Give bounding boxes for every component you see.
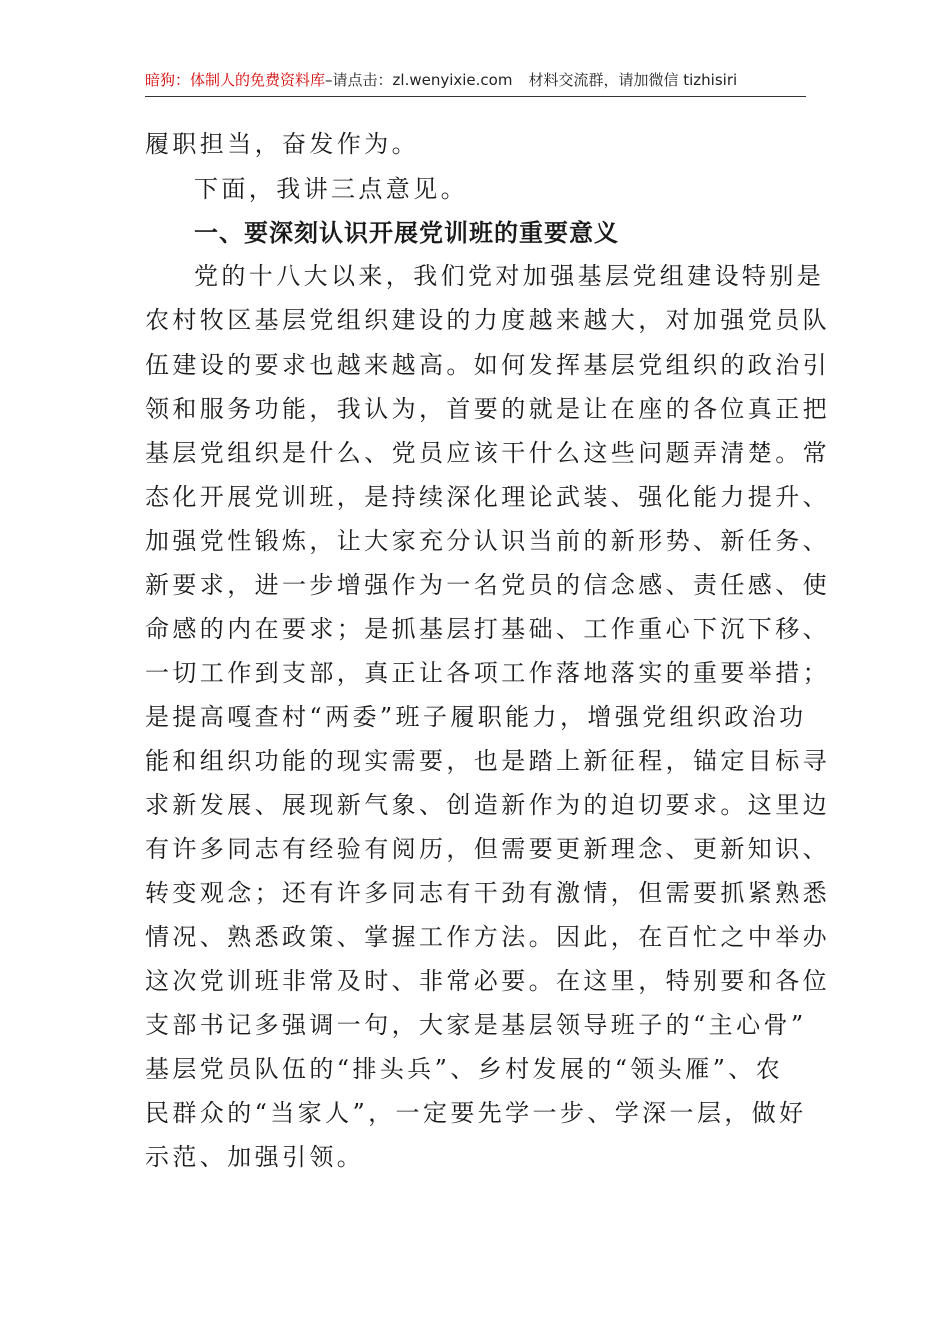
paragraph-line: 求新发展、展现新气象、创造新作为的迫切要求。这里边 xyxy=(145,791,830,819)
header-wechat-note: 材料交流群，请加微信 tizhisiri xyxy=(528,71,738,89)
paragraph-line: 态化开展党训班，是持续深化理论武装、强化能力提升、 xyxy=(145,483,830,511)
paragraph-line: 下面，我讲三点意见。 xyxy=(194,175,468,203)
paragraph-line: 情况、熟悉政策、掌握工作方法。因此，在百忙之中举办 xyxy=(145,923,830,951)
paragraph-line: 这次党训班非常及时、非常必要。在这里，特别要和各位 xyxy=(145,967,830,995)
paragraph-line: 民群众的“当家人”，一定要先学一步、学深一层，做好 xyxy=(145,1099,807,1127)
section-heading: 一、要深刻认识开展党训班的重要意义 xyxy=(194,219,619,247)
paragraph-line: 是提高嘎查村“两委”班子履职能力，增强党组织政治功 xyxy=(145,703,807,731)
paragraph-line: 领和服务功能，我认为，首要的就是让在座的各位真正把 xyxy=(145,395,830,423)
paragraph-line: 党的十八大以来，我们党对加强基层党组建设特别是 xyxy=(194,262,825,290)
paragraph-line: 新要求，进一步增强作为一名党员的信念感、责任感、使 xyxy=(145,571,830,599)
paragraph-line: 履职担当，奋发作为。 xyxy=(145,130,419,158)
paragraph-line: 加强党性锻炼，让大家充分认识当前的新形势、新任务、 xyxy=(145,527,830,555)
page-header xyxy=(145,66,806,97)
paragraph-line: 能和组织功能的现实需要，也是踏上新征程，锚定目标寻 xyxy=(145,747,830,775)
header-site-name: 暗狗：体制人的免费资料库 xyxy=(145,71,326,89)
paragraph-line: 伍建设的要求也越来越高。如何发挥基层党组织的政治引 xyxy=(145,351,830,379)
paragraph-line: 转变观念；还有许多同志有干劲有激情，但需要抓紧熟悉 xyxy=(145,879,830,907)
header-click-prefix: –请点击： xyxy=(325,71,393,89)
paragraph-line: 示范、加强引领。 xyxy=(145,1143,365,1171)
paragraph-line: 基层党组织是什么、党员应该干什么这些问题弄清楚。常 xyxy=(145,439,830,467)
paragraph-line: 支部书记多强调一句，大家是基层领导班子的“主心骨” xyxy=(145,1011,807,1039)
paragraph-line: 基层党员队伍的“排头兵”、乡村发展的“领头雁”、农 xyxy=(145,1055,784,1083)
paragraph-line: 农村牧区基层党组织建设的力度越来越大，对加强党员队 xyxy=(145,306,830,334)
paragraph-line: 一切工作到支部，真正让各项工作落地落实的重要举措； xyxy=(145,659,830,687)
header-url-link[interactable]: zl.wenyixie.com xyxy=(392,71,513,89)
paragraph-line: 有许多同志有经验有阅历，但需要更新理念、更新知识、 xyxy=(145,835,830,863)
paragraph-line: 命感的内在要求；是抓基层打基础、工作重心下沉下移、 xyxy=(145,615,830,643)
